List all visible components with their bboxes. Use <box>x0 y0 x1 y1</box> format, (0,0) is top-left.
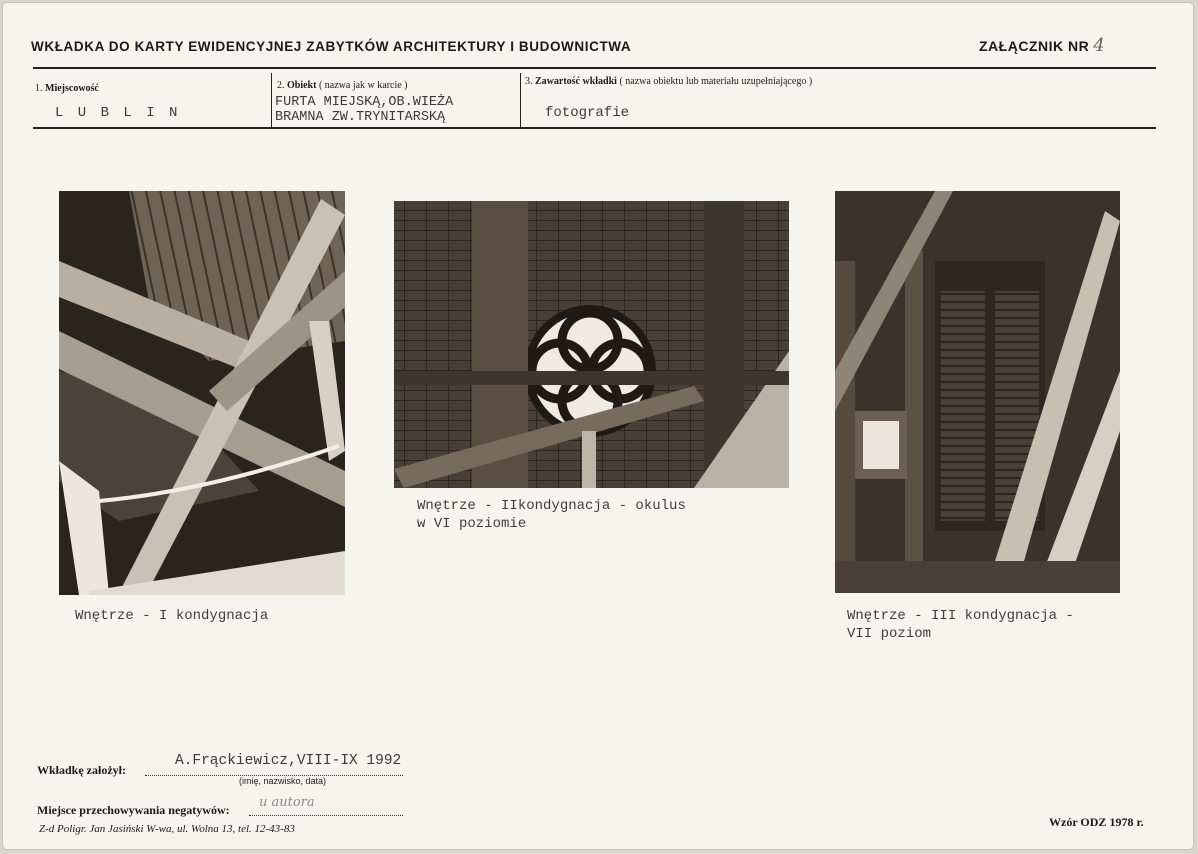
annex-number: 4 <box>1093 35 1106 56</box>
place-label: 1. Miejscowość <box>35 83 99 94</box>
place-value: L U B L I N <box>55 105 181 121</box>
form-model: Wzór ODZ 1978 r. <box>1049 815 1144 829</box>
annex-label <box>979 35 1105 56</box>
created-by-value: A.Frąckiewicz,VIII-IX 1992 <box>175 753 402 769</box>
header-rule-top <box>33 67 1156 69</box>
photo-3-image <box>835 191 1120 593</box>
annex-label-text: ZAŁĄCZNIK NR <box>979 38 1090 54</box>
contents-label: 3. Zawartość wkładki ( nazwa obiektu lub materiału uzupełniającego ) <box>525 76 813 87</box>
photo-2-image <box>394 201 789 488</box>
created-by-label: Wkładkę założył: <box>37 763 126 777</box>
created-by-note: (imię, nazwisko, data) <box>239 776 327 786</box>
photo-3-caption-line2: VII poziom <box>847 626 932 642</box>
photo-1-caption: Wnętrze - I kondygnacja <box>75 608 269 624</box>
object-value-line2: BRAMNA ZW.TRYNITARSKĄ <box>275 110 446 125</box>
photo-3-caption-line1: Wnętrze - III kondygnacja - <box>847 608 1074 624</box>
photo-2-caption <box>417 497 686 533</box>
photo-3-caption <box>847 607 1074 643</box>
photo-3 <box>835 191 1120 593</box>
photo-2 <box>394 201 789 488</box>
printer-imprint: Z-d Poligr. Jan Jasiński W-wa, ul. Wolna 13, tel. 12-43-83 <box>39 823 295 835</box>
photo-2-caption-line1: Wnętrze - IIkondygnacja - okulus <box>417 498 686 514</box>
negatives-dotted-line <box>249 815 403 816</box>
negatives-label: Miejsce przechowywania negatywów: <box>37 803 230 817</box>
photo-2-caption-line2: w VI poziomie <box>417 516 527 532</box>
photo-1 <box>59 191 345 595</box>
form-title: WKŁADKA DO KARTY EWIDENCYJNEJ ZABYTKÓW ARCHITEKTURY I BUDOWNICTWA <box>31 39 632 54</box>
photo-1-image <box>59 191 345 595</box>
negatives-value: u autora <box>259 795 315 810</box>
field-divider-1 <box>271 73 272 129</box>
contents-value: fotografie <box>545 105 630 121</box>
field-divider-2 <box>520 73 521 129</box>
header-rule-bottom <box>33 127 1156 129</box>
object-value-line1: FURTA MIEJSKĄ,OB.WIEŻA <box>275 95 454 110</box>
record-sheet <box>3 3 1193 849</box>
object-label: 2. Obiekt ( nazwa jak w karcie ) <box>277 80 408 91</box>
